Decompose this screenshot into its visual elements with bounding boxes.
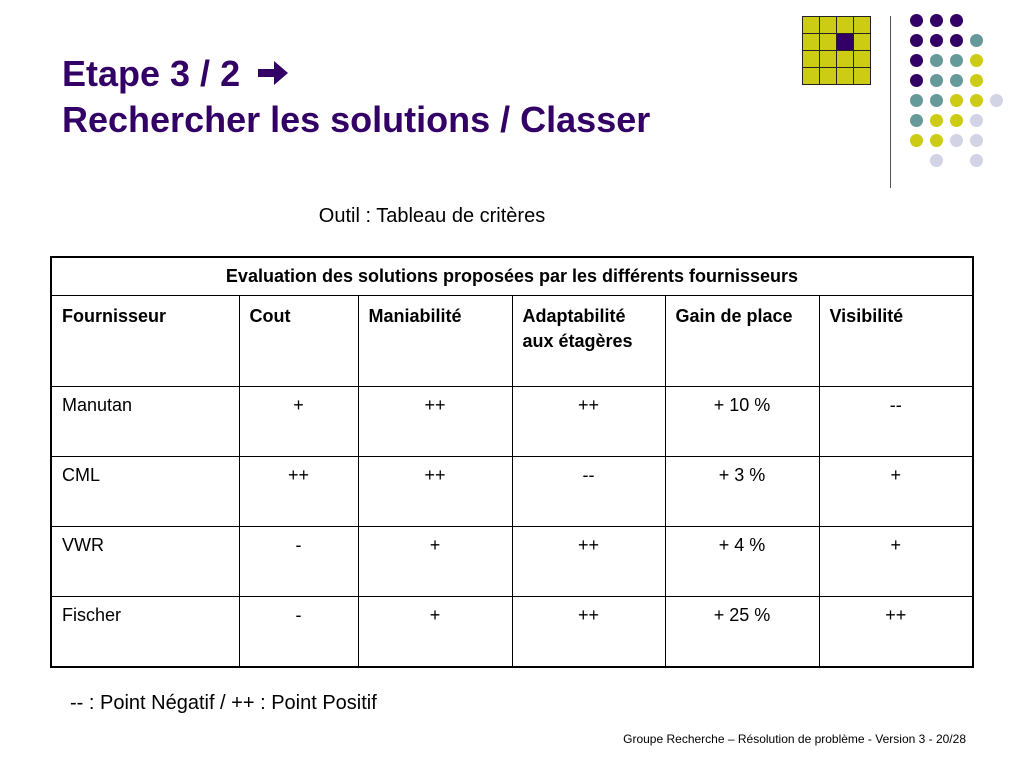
dot [930, 54, 943, 67]
dot [950, 74, 963, 87]
dot [970, 54, 983, 67]
dot [910, 54, 923, 67]
dot [950, 114, 963, 127]
table-row [51, 597, 973, 668]
grid-cell [803, 17, 819, 33]
title-line-1 [62, 52, 650, 98]
right-arrow-icon [256, 54, 290, 98]
grid-cell [854, 68, 870, 84]
tool-subtitle: Outil : Tableau de critères [318, 205, 546, 227]
cell-cout: - [239, 527, 358, 597]
decorative-divider [890, 16, 891, 188]
dot [930, 34, 943, 47]
cell-cout: ++ [239, 457, 358, 527]
grid-cell [803, 68, 819, 84]
cell-gain-de-place: + 10 % [665, 387, 819, 457]
dot [930, 154, 943, 167]
grid-cell [803, 34, 819, 50]
table-caption: Evaluation des solutions proposées par les différents fournisseurs [51, 257, 973, 296]
cell-visibilite: -- [819, 387, 973, 457]
dot [970, 154, 983, 167]
dot [970, 34, 983, 47]
cell-visibilite: + [819, 457, 973, 527]
table-row [51, 387, 973, 457]
grid-cell [854, 17, 870, 33]
supplier-name: Fischer [51, 597, 239, 668]
dot [950, 14, 963, 27]
grid-cell [803, 51, 819, 67]
dot [950, 34, 963, 47]
dot [990, 94, 1003, 107]
dot [970, 114, 983, 127]
dot [970, 134, 983, 147]
table-row [51, 527, 973, 597]
cell-visibilite: + [819, 527, 973, 597]
legend-text: -- : Point Négatif / ++ : Point Positif [70, 692, 377, 714]
dot [970, 74, 983, 87]
supplier-name: VWR [51, 527, 239, 597]
cell-cout: - [239, 597, 358, 668]
table-caption-row [51, 257, 973, 296]
cell-cout: + [239, 387, 358, 457]
dot [910, 94, 923, 107]
supplier-name: CML [51, 457, 239, 527]
slide-title [62, 52, 650, 142]
cell-gain-de-place: + 3 % [665, 457, 819, 527]
dot [950, 94, 963, 107]
grid-cell [854, 34, 870, 50]
grid-cell [837, 17, 853, 33]
header-adaptabilite: Adaptabilité aux étagères [512, 296, 665, 387]
cell-maniabilite: + [358, 597, 512, 668]
header-maniabilite: Maniabilité [358, 296, 512, 387]
title-line-2: Rechercher les solutions / Classer [62, 99, 651, 141]
grid-cell [837, 51, 853, 67]
grid-cell-highlight [837, 34, 853, 50]
dot [930, 134, 943, 147]
dot [930, 94, 943, 107]
footer-text: Groupe Recherche – Résolution de problème - Version 3 - 20/28 [623, 732, 966, 746]
dot [910, 74, 923, 87]
cell-visibilite: ++ [819, 597, 973, 668]
grid-cell [820, 34, 836, 50]
grid-cell [820, 51, 836, 67]
cell-adaptabilite: ++ [512, 527, 665, 597]
table-row [51, 457, 973, 527]
dot [930, 74, 943, 87]
criteria-table [50, 256, 974, 668]
header-visibilite: Visibilité [819, 296, 973, 387]
supplier-name: Manutan [51, 387, 239, 457]
grid-cell [820, 17, 836, 33]
dot [950, 54, 963, 67]
table-header-row [51, 296, 973, 387]
dot [910, 134, 923, 147]
cell-adaptabilite: ++ [512, 387, 665, 457]
title-step: Etape 3 / 2 [62, 53, 241, 94]
dot [930, 114, 943, 127]
dot [970, 94, 983, 107]
grid-cell [837, 68, 853, 84]
dot [910, 34, 923, 47]
dot [950, 134, 963, 147]
cell-maniabilite: + [358, 527, 512, 597]
grid-cell [854, 51, 870, 67]
cell-adaptabilite: ++ [512, 597, 665, 668]
cell-adaptabilite: -- [512, 457, 665, 527]
header-gain-de-place: Gain de place [665, 296, 819, 387]
cell-maniabilite: ++ [358, 387, 512, 457]
cell-maniabilite: ++ [358, 457, 512, 527]
grid-cell [820, 68, 836, 84]
cell-gain-de-place: + 4 % [665, 527, 819, 597]
header-cout: Cout [239, 296, 358, 387]
decorative-grid-icon [802, 16, 871, 85]
header-fournisseur: Fournisseur [51, 296, 239, 387]
dot [930, 14, 943, 27]
cell-gain-de-place: + 25 % [665, 597, 819, 668]
dot [910, 14, 923, 27]
dot [910, 114, 923, 127]
